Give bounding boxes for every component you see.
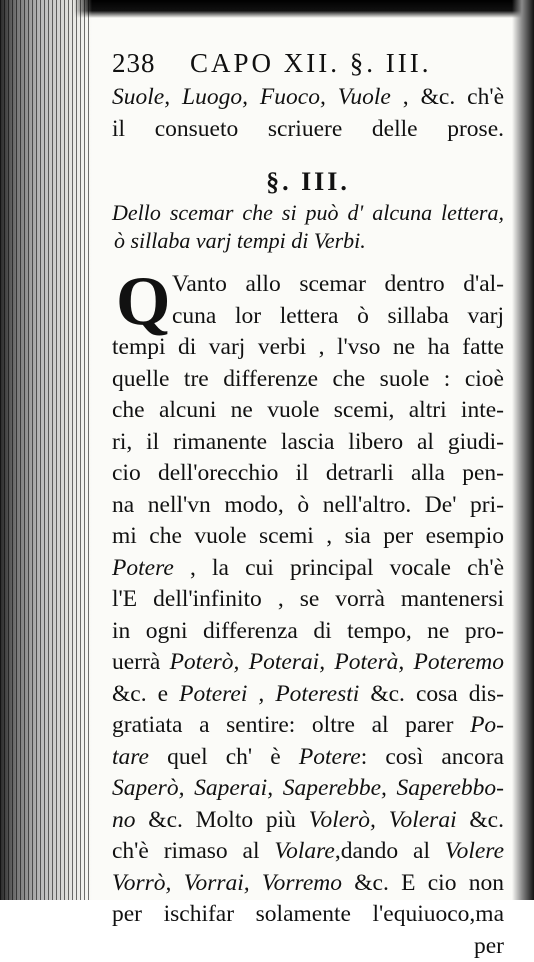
text-block — [112, 48, 504, 962]
text-run: uerrà — [112, 649, 170, 675]
text-run: Volerò, Volerai — [309, 807, 457, 833]
text-run: &c. E cio non — [342, 870, 504, 896]
text-run: Potere — [299, 744, 361, 770]
text-run: il consueto scriuere delle prose. — [112, 116, 504, 142]
text-line — [112, 742, 504, 774]
text-run: per ischifar solamente l'equiuoco,ma — [112, 901, 504, 927]
text-run: che alcuni ne vuole scemi, altri inte- — [112, 397, 504, 423]
text-line — [112, 332, 504, 364]
page-gutter-edge — [0, 0, 92, 900]
text-run: : così ancora — [361, 744, 504, 770]
top-lines — [112, 82, 504, 145]
text-run: , la cui principal vocale ch'è — [174, 555, 504, 581]
text-line — [112, 553, 504, 585]
text-line — [112, 836, 504, 868]
text-line — [112, 269, 504, 301]
text-run: Saperò, Saperai, Saperebbe, Saperebbo- — [112, 775, 504, 801]
text-line — [112, 521, 504, 553]
text-run: Suole, Luogo, Fuoco, Vuole — [112, 84, 391, 110]
text-line — [112, 82, 504, 114]
page-right-shadow — [512, 0, 534, 900]
text-run: Volare — [274, 838, 334, 864]
text-line — [112, 899, 504, 931]
text-run: Potere — [112, 555, 174, 581]
running-head — [112, 48, 504, 82]
text-line — [112, 584, 504, 616]
text-run: quelle tre differenze che suole : cioè — [112, 366, 504, 392]
text-line — [112, 427, 504, 459]
text-line — [112, 773, 504, 805]
text-line — [112, 679, 504, 711]
page-number: 238 — [112, 48, 190, 79]
text-run: l'E dell'infinito , se vorrà mantenersi — [112, 586, 504, 612]
text-run: Vorrò, Vorrai, Vorremo — [112, 870, 342, 896]
text-run: &c. cosa dis- — [359, 681, 504, 707]
text-run: &c. — [457, 807, 504, 833]
section-mark: §. III. — [112, 167, 504, 199]
text-run: tempi di varj verbi , l'vso ne ha fatte — [112, 334, 504, 360]
text-line — [112, 395, 504, 427]
text-run: Volere — [445, 838, 504, 864]
catchword: per — [112, 931, 504, 962]
text-line — [112, 364, 504, 396]
text-run: cio dell'orecchio il detrarli alla pen- — [112, 460, 504, 486]
section-heading-line: Dello scemar che si può d' alcuna lettera, — [112, 199, 504, 227]
text-line — [112, 868, 504, 900]
text-run: &c. e — [112, 681, 179, 707]
running-head-title: CAPO XII. §. III. — [190, 48, 431, 79]
text-line — [112, 616, 504, 648]
text-line — [112, 490, 504, 522]
text-run: quel ch' è — [149, 744, 299, 770]
text-run: no — [112, 807, 136, 833]
drop-cap: Q — [116, 271, 170, 333]
text-run: in ogni differenza di tempo, ne pro- — [112, 618, 504, 644]
body-text — [112, 269, 504, 962]
text-run: ri, il rimanente lascia libero al giudi- — [112, 429, 504, 455]
text-line — [112, 647, 504, 679]
text-line — [112, 805, 504, 837]
text-run: ch'è rimaso al — [112, 838, 274, 864]
section-heading — [112, 199, 504, 255]
text-run: , &c. ch'è — [391, 84, 504, 110]
text-run: tare — [112, 744, 149, 770]
text-line — [112, 114, 504, 146]
text-run: cuna lor lettera ò sillaba varj — [172, 303, 504, 329]
text-line — [112, 458, 504, 490]
text-run: Po- — [470, 712, 504, 738]
text-line — [112, 710, 504, 742]
text-run: Poterò, Poterai, Poterà, Poteremo — [170, 649, 504, 675]
text-run: ,dando al — [335, 838, 445, 864]
text-line — [112, 301, 504, 333]
text-run: mi che vuole scemi , sia per esempio — [112, 523, 504, 549]
text-run: gratiata a sentire: oltre al parer — [112, 712, 470, 738]
section-heading-line: ò sillaba varj tempi di Verbi. — [112, 227, 504, 255]
text-run: na nell'vn modo, ò nell'altro. De' pri- — [112, 492, 504, 518]
body-lines — [112, 269, 504, 931]
text-run: Vanto allo scemar dentro d'al- — [172, 271, 504, 297]
text-run: Poterei , Poteresti — [179, 681, 359, 707]
text-run: &c. Molto più — [136, 807, 309, 833]
